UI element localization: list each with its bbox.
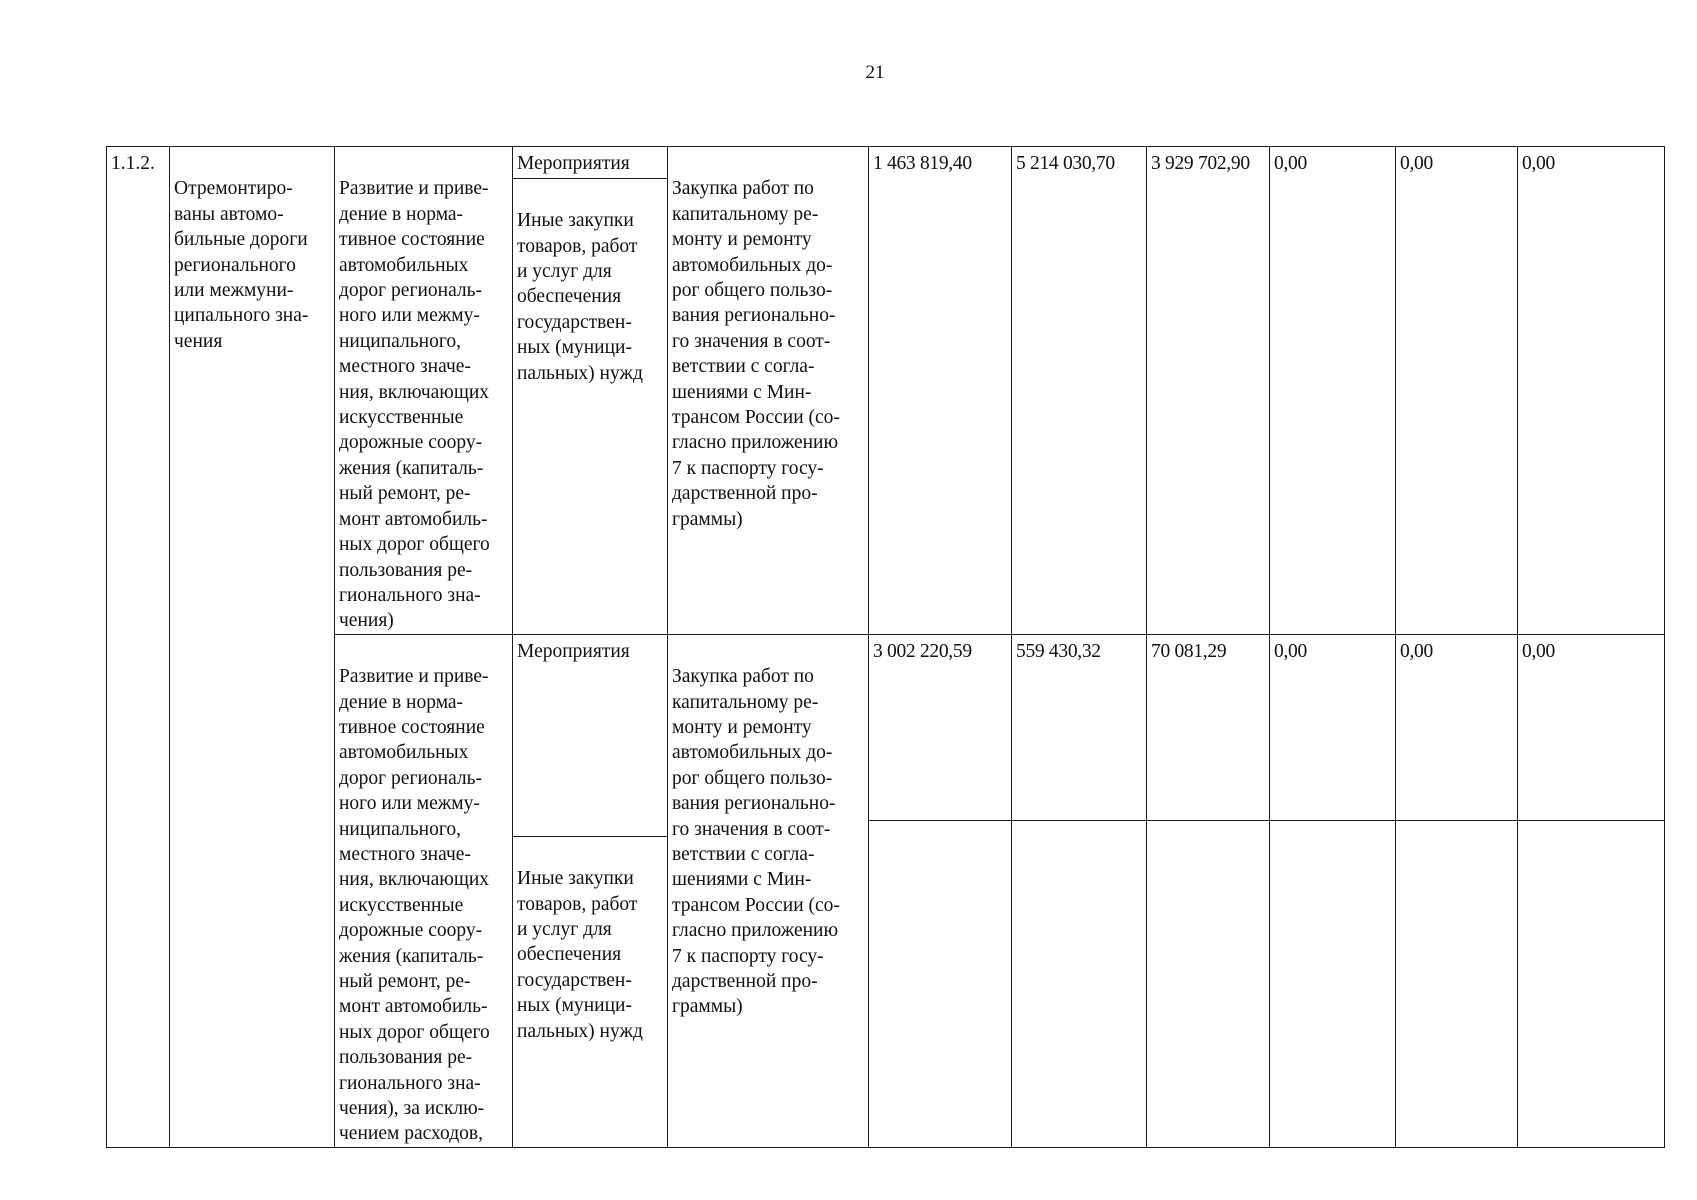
empty-cell (1270, 820, 1396, 1147)
activity-type: Мероприятия (517, 153, 630, 174)
empty-cell (1147, 820, 1270, 1147)
row-id-cell (107, 147, 170, 1148)
purpose-cell (668, 634, 869, 1147)
value-cell (869, 634, 1012, 820)
description-cell (335, 634, 513, 1147)
amount-value: 0,00 (1400, 153, 1433, 174)
description-text: Развитие и приве- дение в норма- тивное состояние автомобильных дорог региональ- ного или межму- ниципального, местного значе- ния, включающих искусственные дорожные соору- жения (капиталь- ный ремонт, ре- монт автомобиль- ных дорог общего пользования ре- гионального зна- чения) (339, 178, 490, 632)
empty-cell (1012, 820, 1147, 1147)
amount-value: 0,00 (1400, 640, 1433, 662)
type-cell (513, 634, 668, 836)
value-cell (1012, 634, 1147, 820)
value-cell (1012, 147, 1147, 635)
value-cell (1518, 147, 1665, 635)
amount-value: 0,00 (1522, 153, 1555, 174)
amount-value: 559 430,32 (1016, 640, 1101, 662)
purpose-cell (668, 147, 869, 635)
amount-value: 0,00 (1274, 640, 1307, 662)
amount-value: 0,00 (1274, 153, 1307, 174)
amount-value: 1 463 819,40 (873, 153, 972, 174)
value-cell (1270, 634, 1396, 820)
activity-type: Мероприятия (517, 640, 630, 662)
result-text: Отремонтиро- ваны автомо- бильные дороги регионального или межмуни- ципального зна- чения (174, 178, 309, 352)
amount-value: 0,00 (1522, 640, 1555, 662)
budget-table (106, 146, 1665, 1148)
value-cell (1518, 634, 1665, 820)
empty-cell (869, 820, 1012, 1147)
expense-type: Иные закупки товаров, работ и услуг для обеспечения государствен- ных (муници- пальных) нужд (517, 210, 643, 384)
expense-type-cell (513, 836, 668, 1147)
value-cell (1270, 147, 1396, 635)
value-cell (1396, 634, 1518, 820)
table-row (107, 634, 1665, 820)
amount-value: 3 002 220,59 (873, 640, 972, 662)
expense-type-cell (513, 178, 668, 634)
row-id: 1.1.2. (111, 153, 155, 174)
amount-value: 3 929 702,90 (1151, 153, 1250, 174)
empty-cell (1518, 820, 1665, 1147)
value-cell (1396, 147, 1518, 635)
result-cell (170, 147, 335, 1148)
value-cell (869, 147, 1012, 635)
value-cell (1147, 634, 1270, 820)
page-number: 21 (865, 62, 885, 83)
value-cell (1147, 147, 1270, 635)
purpose-text: Закупка работ по капитальному ре- монту и ремонту автомобильных до- рог общего пользо- вания регионально- го значения в соот- ветствии с согла- шениями с Мин- трансом России (со- гласно приложению 7 к паспорту госу- дарственной про- граммы) (672, 666, 840, 1018)
expense-type: Иные закупки товаров, работ и услуг для обеспечения государствен- ных (муници- пальных) нужд (517, 868, 643, 1042)
description-text: Развитие и приве- дение в норма- тивное состояние автомобильных дорог региональ- ного или межму- ниципального, местного значе- ния, включающих искусственные дорожные соору- жения (капиталь- ный ремонт, ре- монт автомобиль- ных дорог общего пользования ре- гионального зна- чения), за исклю- чением расходов, (339, 666, 490, 1145)
purpose-text: Закупка работ по капитальному ре- монту и ремонту автомобильных до- рог общего пользо- вания регионально- го значения в соот- ветствии с согла- шениями с Мин- трансом России (со- гласно приложению 7 к паспорту госу- дарственной про- граммы) (672, 178, 840, 530)
table-row (107, 147, 1665, 179)
amount-value: 5 214 030,70 (1016, 153, 1115, 174)
type-cell (513, 147, 668, 179)
empty-cell (1396, 820, 1518, 1147)
amount-value: 70 081,29 (1151, 640, 1227, 662)
description-cell (335, 147, 513, 635)
